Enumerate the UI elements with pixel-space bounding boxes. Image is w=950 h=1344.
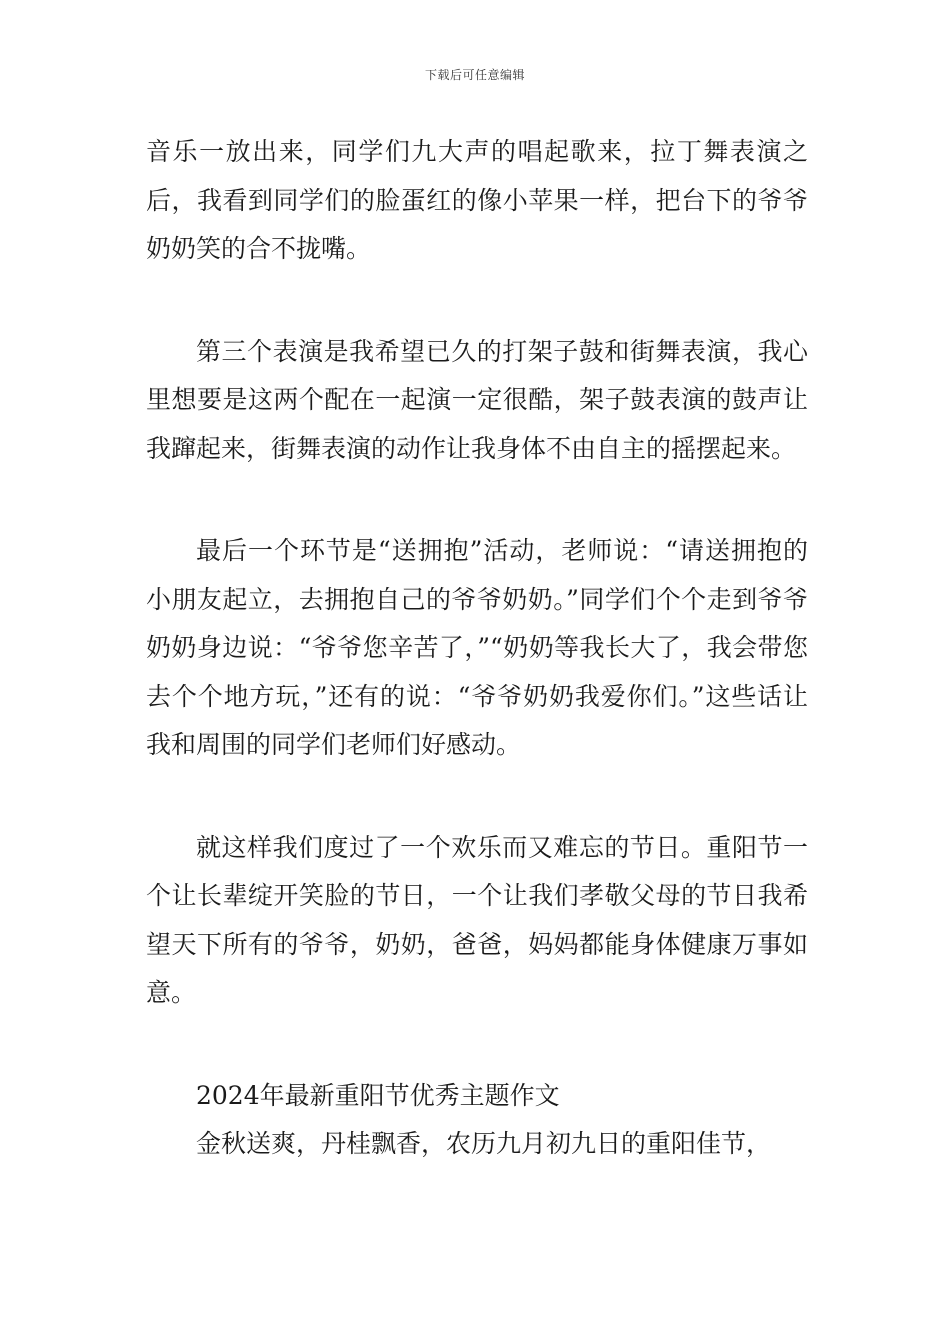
document-body (146, 128, 808, 1168)
paragraph-2: 第三个表演是我希望已久的打架子鼓和街舞表演，我心里想要是这两个配在一起演一定很酷，架子鼓表演的鼓声让我蹿起来，街舞表演的动作让我身体不由自主的摇摆起来。 (146, 336, 808, 463)
paragraph-4: 就这样我们度过了一个欢乐而又难忘的节日。重阳节一个让长辈绽开笑脸的节日，一个让我们孝敬父母的节日我希望天下所有的爷爷，奶奶，爸爸，妈妈都能身体健康万事如意。 (146, 832, 808, 1007)
paragraph-5: 金秋送爽，丹桂飘香，农历九月初九日的重阳佳节， (196, 1128, 772, 1158)
section-title: 2024年最新重阳节优秀主题作文 (196, 1080, 560, 1110)
page-header: 下载后可任意编辑 (424, 68, 525, 82)
paragraph-3: 最后一个环节是“送拥抱”活动，老师说：“请送拥抱的小朋友起立，去拥抱自己的爷爷奶奶。”同学们个个走到爷爷奶奶身边说：“爷爷您辛苦了，”“奶奶等我长大了，我会带您去个个地方玩，”还有的说：“爷爷奶奶我爱你们。”这些话让我和周围的同学们老师们好感动。 (146, 536, 808, 759)
paragraph-1: 音乐一放出来，同学们九大声的唱起歌来，拉丁舞表演之后，我看到同学们的脸蛋红的像小苹果一样，把台下的爷爷奶奶笑的合不拢嘴。 (146, 137, 808, 263)
